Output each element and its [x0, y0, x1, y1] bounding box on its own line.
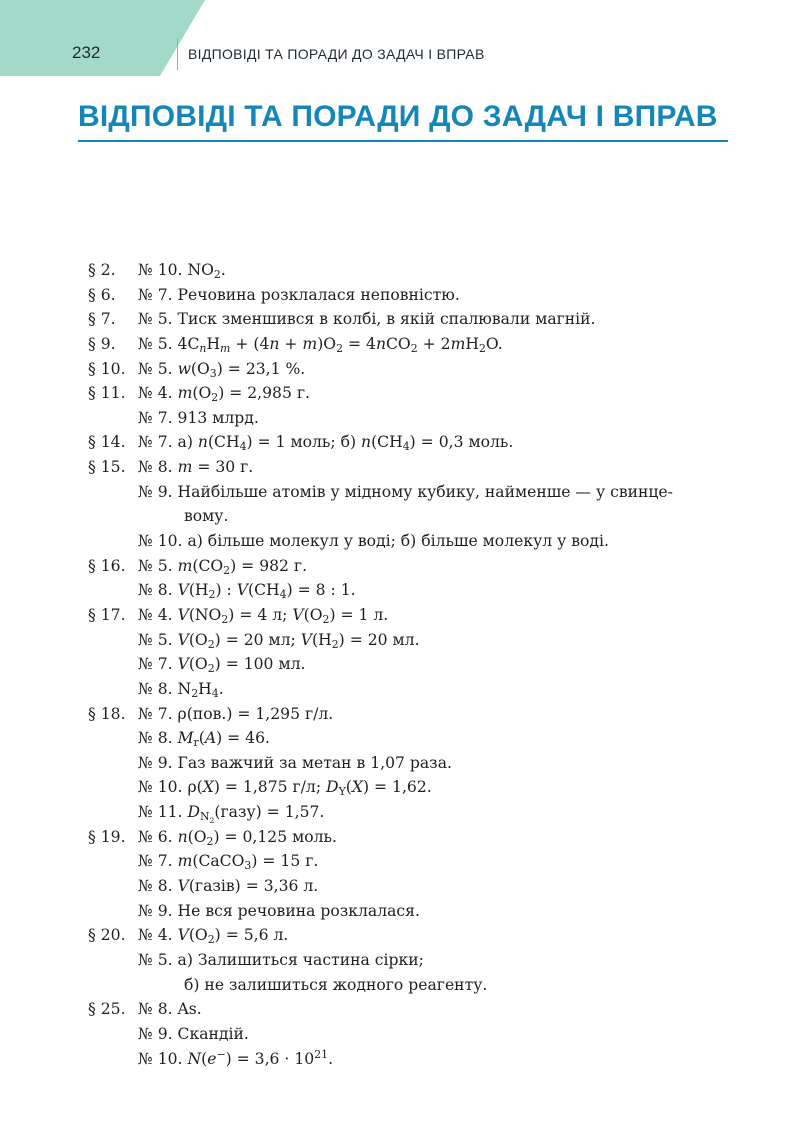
answer-text: № 4. $V(NO_2) = 4$ л; $V(O_2) = 1$ л. [138, 605, 389, 626]
section-number: § 10. [88, 359, 126, 378]
answer-line [88, 775, 738, 800]
answer-line [88, 406, 738, 431]
section-number: § 7. [88, 310, 116, 329]
answer-line [88, 554, 738, 579]
answer-text: № 10. а) більше молекул у воді; б) більше молекул у воді. [138, 532, 609, 551]
answer-line [88, 923, 738, 948]
answer-line [88, 480, 738, 505]
answer-text: № 11. $D_{N_2}(газу) = 1,57$. [138, 803, 325, 826]
answer-text: № 9. Не вся речовина розклалася. [138, 901, 420, 920]
answer-line [88, 948, 738, 973]
answer-text: № 5. $m(CO_2) = 982$ г. [138, 556, 308, 577]
answer-text: № 6. $n(O_2) = 0,125$ моль. [138, 827, 337, 848]
answer-text: № 5. $4C_nH_m + (4n + m)O_2 = 4nCO_2 + 2mH_2O$. [138, 334, 503, 355]
answer-text: № 8. $V(H_2)$ : $V(CH_4) = 8$ : 1. [138, 581, 356, 602]
section-number: § 17. [88, 605, 126, 624]
answer-line [88, 1047, 738, 1072]
answer-line [88, 1022, 738, 1047]
answer-text: № 5. $V(O_2) = 20$ мл; $V(H_2) = 20$ мл. [138, 630, 420, 651]
answer-text: № 4. $m(O_2) = 2,985$ г. [138, 384, 310, 405]
section-number: § 20. [88, 926, 126, 945]
answer-text: № 7. $V(O_2) = 100$ мл. [138, 655, 306, 676]
answer-line [88, 726, 738, 751]
running-head: ВІДПОВІДІ ТА ПОРАДИ ДО ЗАДАЧ І ВПРАВ [188, 46, 485, 62]
answer-line [88, 849, 738, 874]
section-number: § 2. [88, 261, 116, 279]
section-number: § 19. [88, 827, 126, 846]
section-number: § 25. [88, 1000, 126, 1019]
header-divider [177, 38, 178, 70]
answer-line [88, 504, 738, 529]
answer-text: № 5. $w(O_3) = 23,1$ %. [138, 359, 306, 380]
answer-text: № 4. $V(O_2) = 5,6$ л. [138, 926, 289, 947]
answer-line [88, 997, 738, 1022]
answer-text: № 9. Найбільше атомів у мідному кубику, найменше — у свинце- [138, 482, 673, 501]
answer-text: № 10. ρ(X) = 1,875 г/л; $D_Y(X) = 1,62$. [138, 778, 432, 799]
section-number: § 14. [88, 433, 126, 452]
answer-text: № 8. $M_r(A) = 46$. [138, 729, 270, 750]
answer-line [88, 455, 738, 480]
answer-line [88, 381, 738, 406]
answer-line [88, 578, 738, 603]
answer-text: № 8. m = 30 г. [138, 458, 254, 477]
answer-text: № 7. Речовина розклалася неповністю. [138, 285, 460, 304]
answer-line [88, 430, 738, 455]
answer-line [88, 973, 738, 998]
title-underline [78, 140, 728, 142]
answer-text: № 9. Газ важчий за метан в 1,07 раза. [138, 753, 452, 772]
answer-text: № 7. 913 млрд. [138, 408, 259, 427]
section-number: § 18. [88, 704, 126, 723]
answer-text: б) не залишиться жодного реагенту. [184, 975, 488, 994]
answer-line [88, 702, 738, 727]
answer-line [88, 603, 738, 628]
answer-line [88, 283, 738, 308]
section-number: § 11. [88, 384, 126, 403]
answer-line [88, 751, 738, 776]
section-number: § 15. [88, 458, 126, 477]
answer-text: № 8. As. [138, 1000, 202, 1019]
answer-text: № 5. Тиск зменшився в колбі, в якій спалювали магній. [138, 310, 596, 329]
answer-line [88, 529, 738, 554]
answer-text: № 10. $NO_2$. [138, 261, 226, 281]
page-number: 232 [72, 43, 101, 62]
answer-line [88, 800, 738, 825]
answer-text: № 7. а) $n(CH_4) = 1$ моль; б) $n(CH_4) = 0,3$ моль. [138, 433, 514, 454]
answer-text: вому. [184, 507, 229, 526]
header-accent-band [0, 0, 205, 76]
answer-line [88, 652, 738, 677]
answer-line [88, 677, 738, 702]
answer-text: № 10. $N(e^-) = 3,6 \cdot 10^{21}$. [138, 1047, 334, 1068]
section-number: § 16. [88, 556, 126, 575]
section-number: § 6. [88, 285, 116, 304]
section-number: § 9. [88, 334, 116, 353]
answer-text: № 8. V(газів) = 3,36 л. [138, 877, 319, 896]
answer-line [88, 899, 738, 924]
page-title: ВІДПОВІДІ ТА ПОРАДИ ДО ЗАДАЧ І ВПРАВ [78, 100, 718, 133]
answer-text: № 7. m(CaCO$_3$) = 15 г. [138, 852, 319, 873]
answer-line [88, 258, 738, 283]
answer-text: № 8. $N_2H_4$. [138, 679, 224, 700]
answer-line [88, 332, 738, 357]
answer-text: № 5. а) Залишиться частина сірки; [138, 950, 424, 969]
answer-line [88, 628, 738, 653]
answer-line [88, 307, 738, 332]
answer-line [88, 357, 738, 382]
answer-text: № 9. Скандій. [138, 1024, 249, 1043]
answer-line [88, 874, 738, 899]
answers-list [88, 258, 738, 1071]
answer-text: № 7. ρ(пов.) = 1,295 г/л. [138, 704, 334, 723]
answer-line [88, 825, 738, 850]
